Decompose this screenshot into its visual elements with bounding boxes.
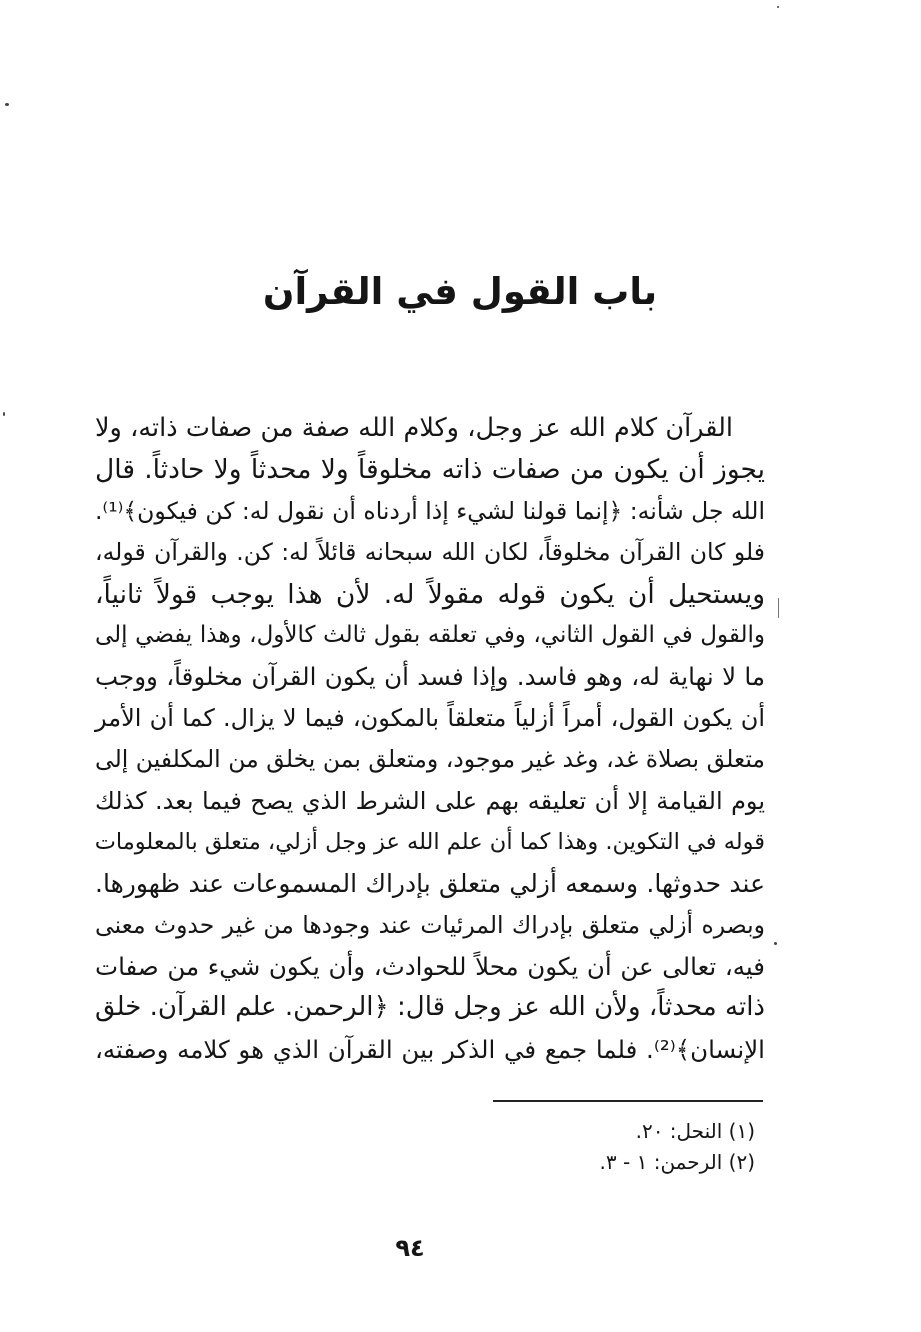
text-line: ويستحيل أن يكون قوله مقولاً له. لأن هذا يوجب قولاً ثانياً، [95,578,765,610]
footnotes [400,1116,755,1178]
footnote-divider [493,1100,763,1102]
scan-speck [777,6,779,8]
text-line: يوم القيامة إلا أن تعليقه بهم على الشرط الذي يصح فيما بعد. كذلك [95,786,765,815]
text-line: الإنسان﴾⁽²⁾. فلما جمع في الذكر بين القرآن الذي هو كلامه وصفته، [95,1034,765,1064]
text-line: أن يكون القول، أمراً أزلياً متعلقاً بالمكون، فيما لا يزال. كما أن الأمر [95,703,765,732]
scan-speck [5,103,9,106]
text-line: ذاته محدثاً، ولأن الله عز وجل قال: ﴿الرحمن. علم القرآن. خلق [95,992,765,1023]
page-number: ٩٤ [395,1234,425,1262]
text-line: عند حدوثها. وسمعه أزلي متعلق بإدراك المسموعات عند ظهورها. [95,869,765,899]
footnote: (١) النحل: ٢٠. [635,1119,755,1143]
body-text [95,408,765,1070]
text-line: قوله في التكوين. وهذا كما أن علم الله عز وجل أزلي، متعلق بالمعلومات [94,828,765,855]
text-line: وبصره أزلي متعلق بإدراك المرئيات عند وجودها من غير حدوث معنى [95,910,765,939]
scan-mark [778,598,779,618]
text-line: الله جل شأنه: ﴿إنما قولنا لشيء إذا أردناه أن نقول له: كن فيكون﴾⁽¹⁾. [94,496,765,525]
text-line: والقول في القول الثاني، وفي تعلقه بقول ثالث كالأول، وهذا يفضي إلى [95,621,765,648]
scan-speck [3,412,5,416]
text-line: ما لا نهاية له، وهو فاسد. وإذا فسد أن يكون القرآن مخلوقاً، ووجب [95,662,765,692]
text-line: متعلق بصلاة غد، وغد غير موجود، ومتعلق بمن يخلق من المكلفين إلى [95,745,765,774]
text-line: فيه، تعالى عن أن يكون محلاً للحوادث، وأن يكون شيء من صفات [95,952,765,982]
chapter-title: باب القول في القرآن [262,270,658,313]
text-line: يجوز أن يكون من صفات ذاته مخلوقاً ولا محدثاً ولا حادثاً. قال [95,454,765,486]
footnote: (٢) الرحمن: ١ - ٣. [599,1150,755,1174]
scan-speck [774,942,777,945]
text-line: فلو كان القرآن مخلوقاً، لكان الله سبحانه قائلاً له: كن. والقرآن قوله، [95,538,765,567]
text-line: القرآن كلام الله عز وجل، وكلام الله صفة من صفات ذاته، ولا [95,413,733,443]
